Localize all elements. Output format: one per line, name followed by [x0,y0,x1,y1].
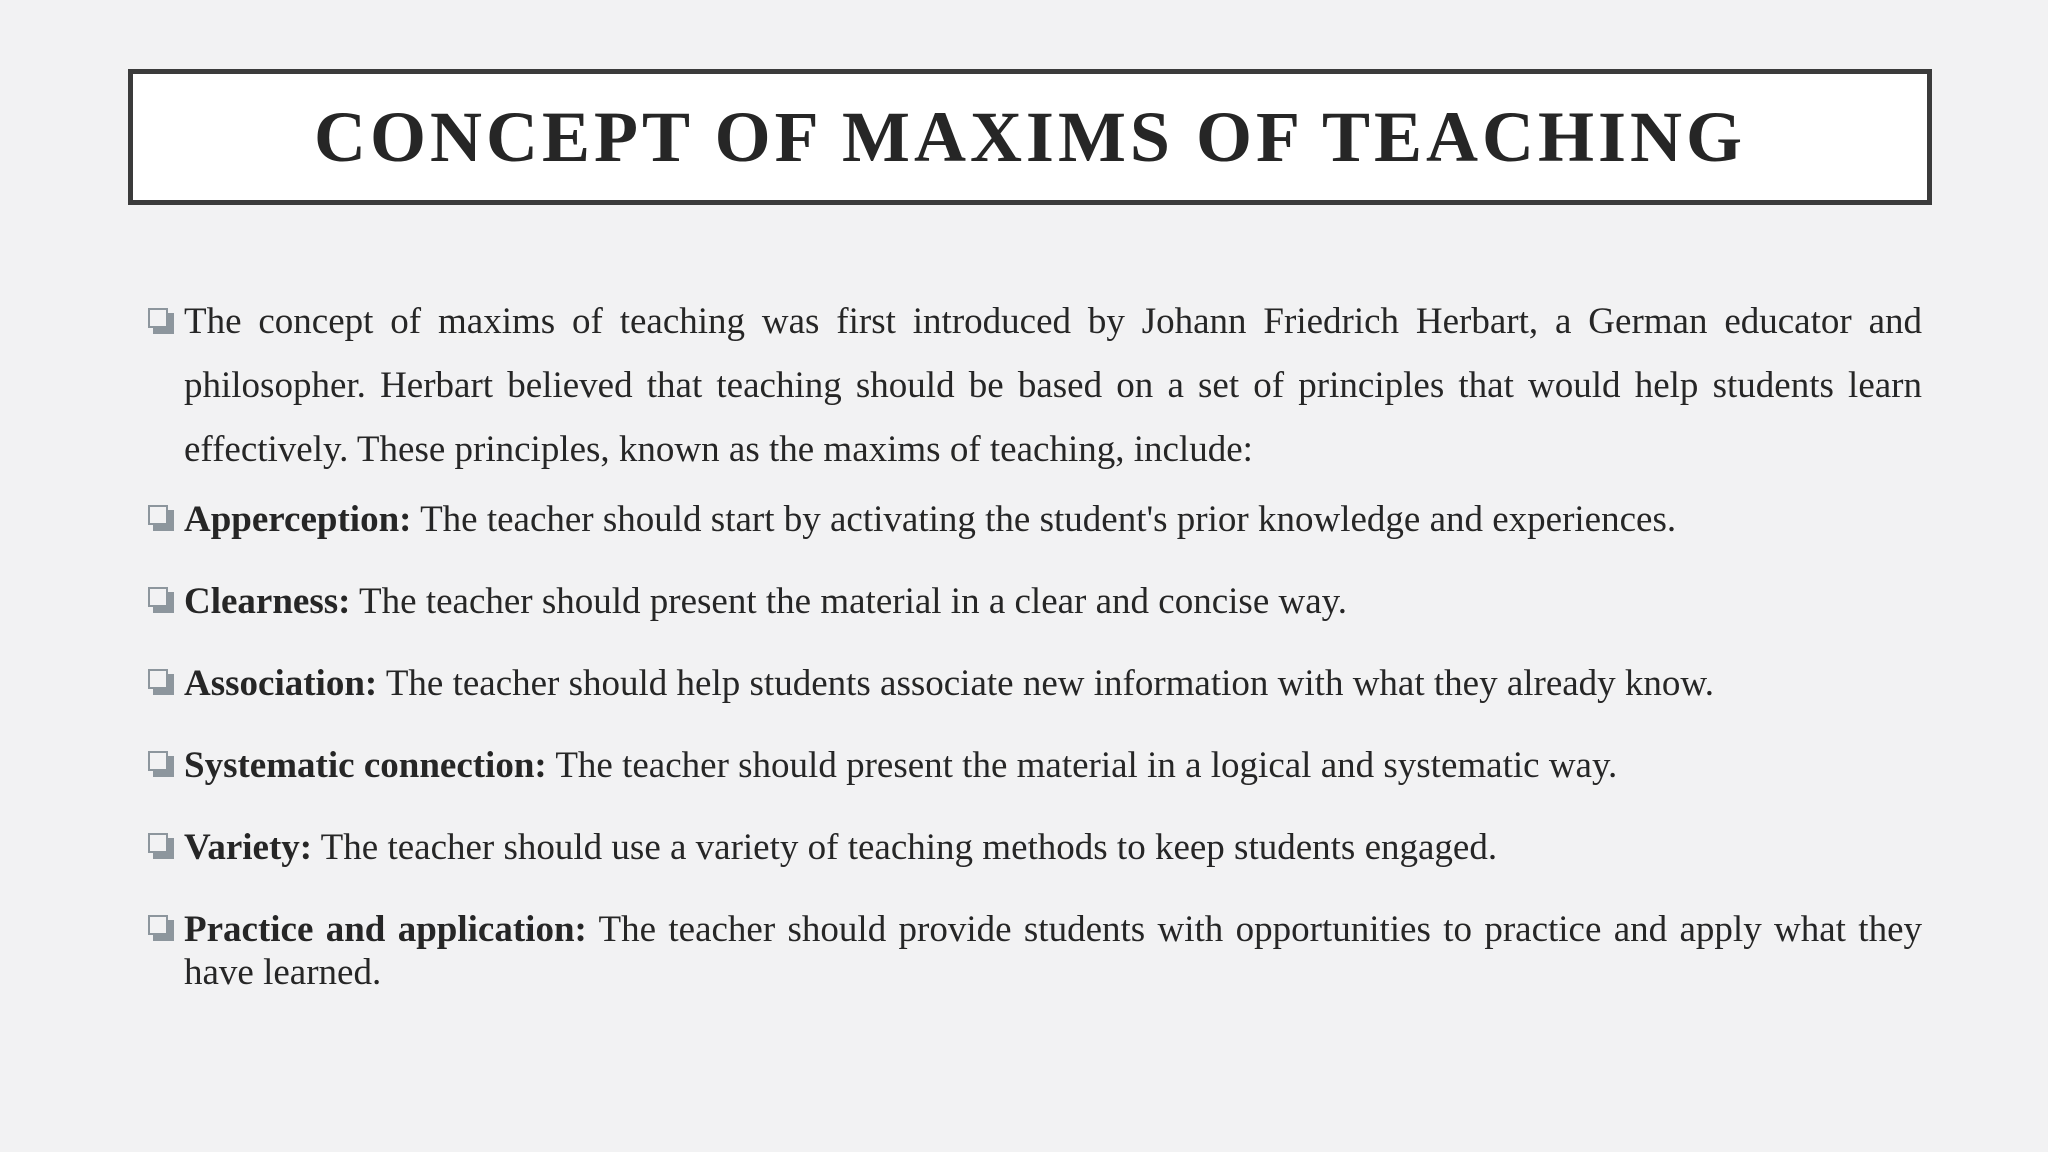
intro-text: The concept of maxims of teaching was first introduced by Johann Friedrich Herbart, a German educator and philosopher. Herbart believed that teaching should be based on a set of principles that would help students learn effectively. These principles, known as the maxims of teaching, include: [184,301,1922,470]
slide-title: CONCEPT OF MAXIMS OF TEACHING [313,97,1747,177]
title-box [128,69,1932,205]
maxim-item-variety [148,826,1922,869]
maxim-description: The teacher should present the material in a logical and systematic way. [546,745,1618,786]
maxim-description: The teacher should use a variety of teaching methods to keep students engaged. [312,827,1498,868]
intro-paragraph [148,290,1922,482]
maxim-description: The teacher should present the material in a clear and concise way. [350,581,1347,622]
maxim-description: The teacher should start by activating the student's prior knowledge and experiences. [411,499,1677,540]
square-bullet-icon [148,915,175,942]
square-bullet-icon [148,505,175,532]
maxim-description: The teacher should help students associate new information with what they already know. [377,663,1715,704]
square-bullet-icon [148,833,175,860]
maxim-term: Practice and application: [184,909,587,950]
maxim-term: Variety: [184,827,313,868]
square-bullet-icon [148,669,175,696]
maxim-item-systematic-connection [148,744,1922,787]
maxim-description: The teacher should provide students with opportunities to practice and apply what they have learned. [184,909,1922,993]
square-bullet-icon [148,751,175,778]
maxim-item-practice-and-application [148,908,1922,994]
square-bullet-icon [148,587,175,614]
maxim-term: Apperception: [184,499,412,540]
maxim-item-apperception [148,498,1922,541]
maxim-term: Systematic connection: [184,745,547,786]
maxim-term: Clearness: [184,581,351,622]
maxim-term: Association: [184,663,378,704]
slide-content [148,290,1922,994]
maxim-item-association [148,662,1922,705]
square-bullet-icon [148,308,175,335]
maxim-item-clearness [148,580,1922,623]
